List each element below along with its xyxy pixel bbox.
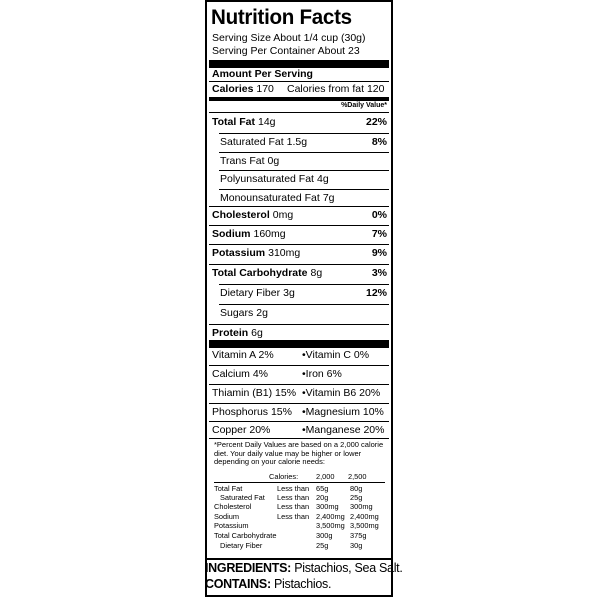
table-value-2500: 300mg: [350, 502, 373, 511]
label-title: Nutrition Facts: [211, 6, 352, 29]
serving-size: Serving Size About 1/4 cup (30g): [212, 32, 366, 44]
nutrient-label: Cholesterol: [212, 209, 270, 221]
daily-value-header-text: %Daily Value*: [341, 102, 387, 109]
table-header-calories: Calories:: [269, 472, 299, 481]
contains-value: Pistachios.: [274, 577, 332, 591]
calories-label: Calories: [212, 83, 254, 95]
table-nutrient: Saturated Fat: [220, 493, 265, 502]
nutrient-amount: 0mg: [272, 209, 294, 221]
nutrient-dv: 7%: [371, 228, 387, 240]
vitamin-left: Phosphorus 15%: [212, 406, 292, 418]
table-nutrient: Total Carbohydrate: [214, 531, 277, 540]
contains-line: [205, 577, 331, 591]
table-limit: Less than: [277, 484, 310, 493]
nutrient-amount: 8g: [310, 267, 323, 279]
calories-value: 170: [256, 83, 274, 95]
nutrient-amount: 6g: [251, 327, 263, 339]
nutrient-dv: 9%: [371, 247, 387, 259]
nutrient-label: Total Carbohydrate: [212, 267, 308, 279]
table-nutrient: Cholesterol: [214, 502, 252, 511]
vitamin-left: Calcium 4%: [212, 368, 269, 380]
thick-divider-2: [209, 340, 389, 348]
ingredients-line: [205, 561, 403, 575]
nutrient-amount: 2g: [256, 307, 268, 319]
table-value-2000: 65g: [316, 484, 329, 493]
nutrient-dv: 12%: [365, 287, 387, 299]
nutrient-amount: 0g: [267, 155, 280, 167]
nutrient-amount: 1.5g: [286, 136, 308, 148]
nutrient-label: Protein: [212, 327, 249, 339]
nutrient-label: Sodium: [212, 228, 251, 240]
table-limit: Less than: [277, 493, 310, 502]
nutrient-label: Trans Fat: [220, 155, 265, 167]
nutrient-dv: 3%: [371, 267, 387, 279]
servings-per-container: Serving Per Container About 23: [212, 45, 360, 57]
table-value-2500: 25g: [350, 493, 363, 502]
daily-value-footnote: *Percent Daily Values are based on a 2,000 calorie diet. Your daily value may be higher or lower depending on your calorie needs:: [214, 440, 384, 467]
nutrition-facts-label: [205, 0, 393, 597]
nutrient-dv: 8%: [371, 136, 387, 148]
nutrient-amount: 310mg: [268, 247, 301, 259]
table-limit: Less than: [277, 512, 310, 521]
table-header-2500: 2,500: [348, 472, 367, 481]
nutrient-label: Potassium: [212, 247, 266, 259]
vitamin-left: Vitamin A 2%: [212, 349, 274, 361]
medium-divider: [209, 97, 389, 101]
nutrient-label: Total Fat: [212, 116, 255, 128]
thick-divider: [209, 60, 389, 68]
table-value-2500: 375g: [350, 531, 367, 540]
nutrient-label: Monounsaturated Fat: [220, 192, 320, 204]
table-nutrient: Dietary Fiber: [220, 541, 263, 550]
table-limit: Less than: [277, 502, 310, 511]
nutrient-dv: 0%: [371, 209, 387, 221]
nutrient-label: Saturated Fat: [220, 136, 284, 148]
amount-per-serving-text: Amount Per Serving: [212, 68, 313, 80]
ingredients-label: INGREDIENTS:: [205, 561, 291, 575]
table-header-2000: 2,000: [316, 472, 335, 481]
vitamin-right: •Vitamin B6 20%: [302, 387, 381, 399]
vitamin-right: •Vitamin C 0%: [302, 349, 370, 361]
nutrient-amount: 14g: [257, 116, 276, 128]
ingredients-value: Pistachios, Sea Salt.: [294, 561, 403, 575]
table-value-2500: 30g: [350, 541, 363, 550]
nutrient-amount: 4g: [316, 173, 329, 185]
table-value-2500: 3,500mg: [350, 521, 379, 530]
nutrient-amount: 160mg: [253, 228, 286, 240]
vitamin-right: •Magnesium 10%: [302, 406, 384, 418]
table-nutrient: Total Fat: [214, 484, 243, 493]
vitamin-left: Thiamin (B1) 15%: [212, 387, 297, 399]
table-value-2000: 3,500mg: [316, 521, 345, 530]
nutrient-label: Sugars: [220, 307, 254, 319]
calories-from-fat: Calories from fat 120: [287, 83, 385, 95]
table-value-2000: 300g: [316, 531, 333, 540]
table-value-2000: 300mg: [316, 502, 339, 511]
table-value-2000: 2,400mg: [316, 512, 345, 521]
vitamin-left: Copper 20%: [212, 424, 271, 436]
table-value-2500: 80g: [350, 484, 363, 493]
table-nutrient: Potassium: [214, 521, 249, 530]
nutrient-amount: 3g: [283, 287, 295, 299]
nutrient-label: Dietary Fiber: [220, 287, 281, 299]
vitamin-right: •Manganese 20%: [302, 424, 385, 436]
table-value-2000: 25g: [316, 541, 329, 550]
nutrient-amount: 7g: [322, 192, 335, 204]
vitamin-right: •Iron 6%: [302, 368, 342, 380]
nutrient-dv: 22%: [365, 116, 387, 128]
contains-label: CONTAINS:: [205, 577, 271, 591]
table-nutrient: Sodium: [214, 512, 240, 521]
table-value-2500: 2,400mg: [350, 512, 379, 521]
nutrient-label: Polyunsaturated Fat: [220, 173, 314, 185]
table-value-2000: 20g: [316, 493, 329, 502]
